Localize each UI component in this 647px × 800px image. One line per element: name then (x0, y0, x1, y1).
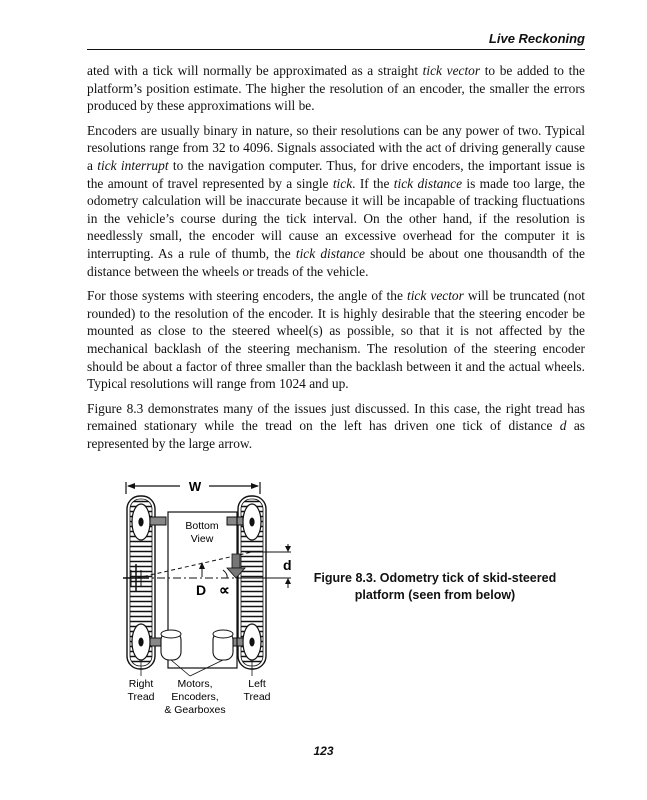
page-number: 123 (313, 744, 334, 758)
body-paragraph (87, 62, 585, 115)
body-paragraph (87, 122, 585, 280)
italic-term: tick vector (406, 288, 464, 304)
motor-left (161, 630, 181, 660)
bottom-view-label-1: Bottom (185, 520, 219, 532)
right-tread-label-1: Right (128, 678, 154, 690)
text-run: For those systems with steering encoders, the angle of the (87, 288, 407, 304)
d-label: d (283, 557, 292, 573)
text-run: Figure 8.3 demonstrates many of the issues just discussed. In this case, the right tread has remained stationary while the tread on the left has driven one tick of distance (87, 400, 585, 434)
left-tread-label-1: Left (248, 678, 266, 690)
header-rule (87, 49, 585, 50)
text-run: should be about one thousandth of the distance between the wheels or treads of the vehicle. (87, 245, 585, 279)
motors-label-1: Motors, (177, 678, 213, 690)
motor-right (213, 630, 233, 660)
italic-term: tick distance (393, 175, 463, 191)
alpha-label: ∝ (219, 582, 230, 599)
running-header: Live Reckoning (488, 31, 585, 46)
italic-term: d (559, 418, 567, 434)
caption-line-1: Figure 8.3. Odometry tick of skid-steered (313, 571, 557, 585)
italic-term: tick interrupt (97, 157, 169, 173)
D-label: D (196, 582, 207, 598)
text-run: . If the (352, 175, 394, 191)
text-run: Encoders are usually binary in nature, so their resolutions can be any power of two. Typical resolutions range from 32 to 4096. Signals associated with the act of driving generally cause a (87, 122, 585, 173)
body-text (87, 62, 585, 459)
italic-term: tick vector (422, 63, 481, 78)
italic-term: tick distance (295, 245, 365, 261)
caption-line-2: platform (seen from below) (354, 588, 516, 602)
bottom-view-label-2: View (190, 533, 214, 545)
text-run: to the navigation computer. Thus, for drive encoders, the important issue is the amount of travel represented by a single (87, 157, 585, 191)
left-tread-label-2: Tread (243, 691, 271, 703)
italic-term: tick (332, 175, 353, 191)
right-tread-label-2: Tread (127, 691, 155, 703)
text-run: as represented by the large arrow. (87, 418, 585, 451)
text-run: is made too large, the odometry calculation will be inaccurate because it will be incapable of tracking fluctuations in the vehicle’s course during the tick interval. On the other hand, if the resolution is needlessly small, the encoder will cause an excessive overhead for the computer it is interrupting. As a rule of thumb, the (87, 175, 585, 261)
body-paragraph (87, 400, 585, 453)
text-run: to be added to the platform’s position estimate. The higher the resolution of an encoder, the smaller the errors produced by these approximations will be. (87, 63, 585, 114)
text-run: ated with a tick will normally be approximated as a straight (87, 63, 423, 78)
motors-label-3: & Gearboxes (164, 704, 226, 716)
body-paragraph (87, 287, 585, 393)
motors-label-2: Encoders, (171, 691, 219, 703)
figure-caption (300, 570, 570, 604)
text-run: will be truncated (not rounded) to the resolution of the encoder. It is highly desirable that the steering encoder be mounted as close to the steered wheel(s) as possible, so that it is not affected by the mechanical backlash of the steering mechanism. The resolution of the steering encoder should be about a factor of three smaller than the backlash between it and the actual wheels. Typical resolutions will range from 1024 and up. (87, 288, 585, 392)
width-label: W (188, 479, 202, 494)
